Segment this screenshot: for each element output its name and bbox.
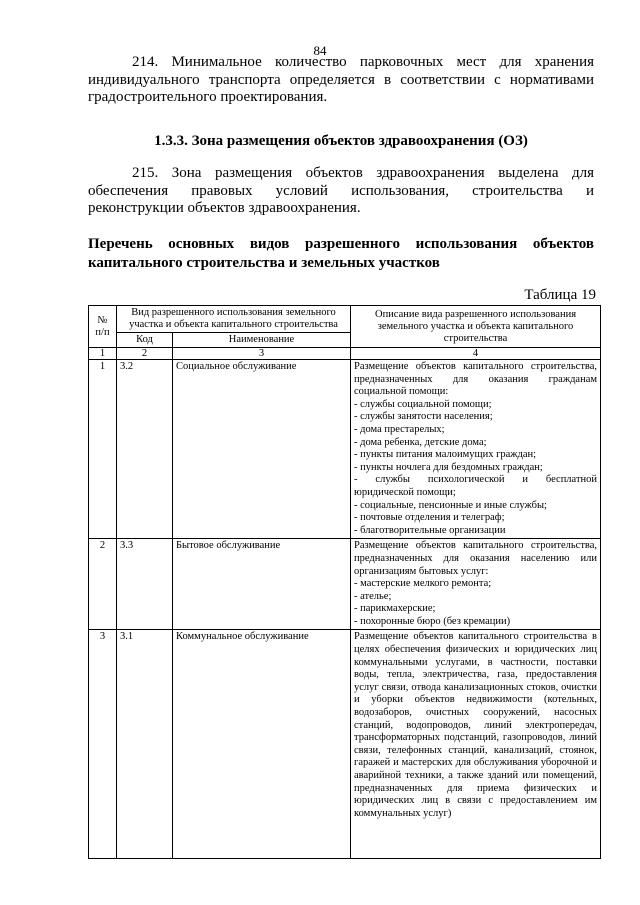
table-row (89, 630, 601, 859)
paragraph-214 (88, 54, 594, 107)
description-line: - дома престарелых; (354, 423, 445, 435)
table-caption: Таблица 19 (524, 287, 596, 303)
header-use-group: Вид разрешенного использования земельного участка и объекта капитального строительства (117, 306, 351, 333)
description-line: - парикмахерские; (354, 603, 436, 615)
section-heading: 1.3.3. Зона размещения объектов здравоохранения (ОЗ) (154, 133, 528, 149)
row-number: 3 (89, 630, 117, 859)
paragraph-215 (88, 165, 594, 218)
header-name: Наименование (173, 333, 351, 348)
description-line: - службы занятости населения; (354, 411, 493, 423)
row-description (351, 360, 601, 539)
row-number: 1 (89, 360, 117, 539)
row-name: Бытовое обслуживание (173, 539, 351, 630)
row-code: 3.3 (117, 539, 173, 630)
page-number: 84 (313, 43, 327, 58)
table-row (89, 360, 601, 539)
paragraph-214-text: 214. Минимальное количество парковочных мест для хранения индивидуального транспорта определяется в соответствии с нормативами градостроительного проектирования. (88, 54, 594, 105)
column-number: 4 (351, 348, 601, 360)
row-code: 3.1 (117, 630, 173, 859)
description-line: Размещение объектов капитального строительства, предназначенных для оказания населению или организациям бытовых услуг: (354, 540, 598, 577)
column-number-row (89, 348, 601, 360)
row-code: 3.2 (117, 360, 173, 539)
description-line: - службы социальной помощи; (354, 398, 492, 410)
description-line: - мастерские мелкого ремонта; (354, 578, 492, 590)
header-description: Описание вида разрешенного использования земельного участка и объекта капитального строительства (351, 306, 601, 348)
description-line: - службы психологической и бесплатной юридической помощи; (354, 474, 598, 498)
row-description (351, 630, 601, 859)
header-no: № п/п (89, 306, 117, 348)
table-row (89, 539, 601, 630)
description-line: - пункты питания малоимущих граждан; (354, 449, 537, 461)
row-name: Коммунальное обслуживание (173, 630, 351, 859)
description-line: Размещение объектов капитального строительства в целях обеспечения физических и юридических лиц коммунальными услугами, в частности, поставки воды, тепла, электричества, газа, предоставления услуг связи, отвода канализационных стоков, очистки и уборки объектов недвижимости (котельных, водозаборов, очистных сооружений, насосных станций, водопроводов, линий электропередач, трансформаторных подстанций, газопроводов, линий связи, телефонных станций, канализаций, стоянок, гаражей и мастерских для обслуживания уборочной и аварийной техники, а также зданий или помещений, предназначенных для приема физических и юридических лиц в связи с предоставлением им коммунальных услуг) (354, 631, 598, 819)
row-name: Социальное обслуживание (173, 360, 351, 539)
column-number: 2 (117, 348, 173, 360)
column-number: 1 (89, 348, 117, 360)
header-code: Код (117, 333, 173, 348)
permitted-use-table (88, 305, 601, 859)
description-line: - благотворительные организации (354, 524, 506, 536)
row-description (351, 539, 601, 630)
description-line: - похоронные бюро (без кремации) (354, 615, 511, 627)
column-number: 3 (173, 348, 351, 360)
description-line: - социальные, пенсионные и иные службы; (354, 499, 547, 511)
row-number: 2 (89, 539, 117, 630)
description-line: - ателье; (354, 590, 392, 602)
description-line: - дома ребенка, детские дома; (354, 436, 487, 448)
list-heading: Перечень основных видов разрешенного использования объектов капитального строительства и земельных участков (88, 236, 594, 271)
paragraph-215-text: 215. Зона размещения объектов здравоохранения выделена для обеспечения правовых условий использования, строительства и реконструкции объектов здравоохранения. (88, 165, 594, 216)
description-line: - пункты ночлега для бездомных граждан; (354, 461, 543, 473)
description-line: - почтовые отделения и телеграф; (354, 512, 505, 524)
description-line: Размещение объектов капитального строительства, предназначенных для оказания гражданам социальной помощи: (354, 361, 598, 398)
